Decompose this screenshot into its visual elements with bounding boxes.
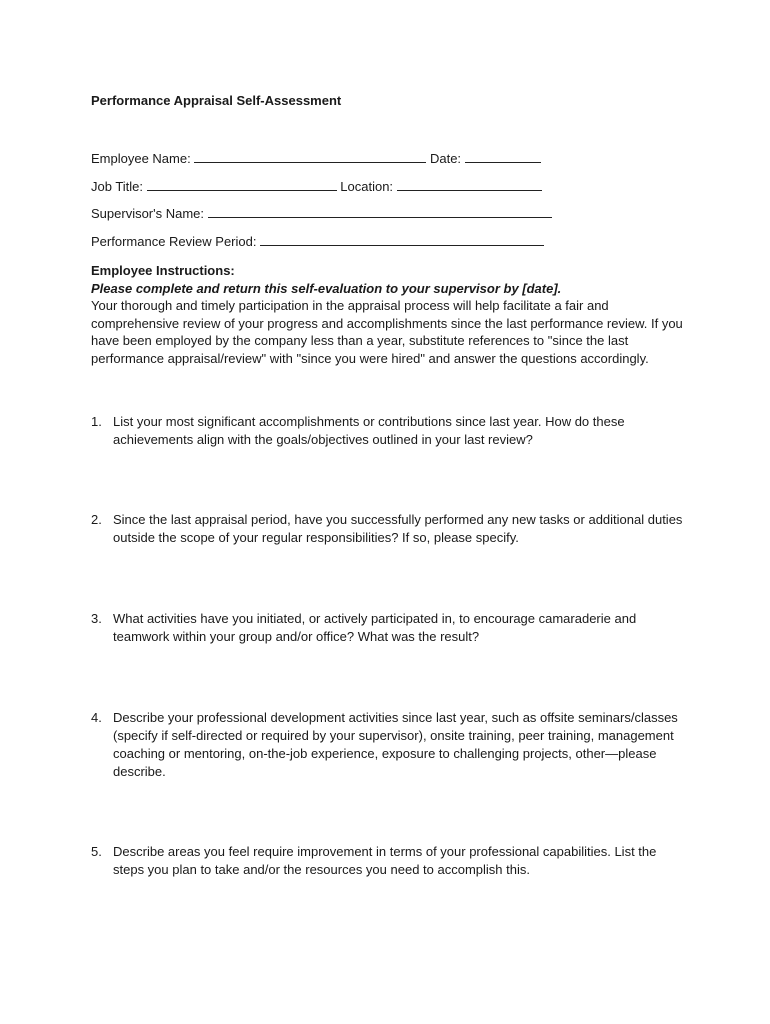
question-text: List your most significant accomplishments or contributions since last year. How do these achievements align with the goals/objectives outlined in your last review? (113, 414, 625, 447)
document-title: Performance Appraisal Self-Assessment (91, 93, 342, 108)
job-title-blank[interactable] (147, 178, 337, 191)
instructions-body: Your thorough and timely participation in the appraisal process will help facilitate a fair and comprehensive review of your progress and accomplishments since the last performance review. If you have been employed by the company less than a year, substitute references to "since the last performance appraisal/review" with "since you were hired" and answer the questions accordingly. (91, 298, 683, 366)
supervisor-name-row (91, 205, 552, 221)
review-period-row (91, 233, 544, 249)
supervisor-name-blank[interactable] (208, 205, 552, 218)
employee-name-blank[interactable] (194, 150, 426, 163)
question-text: Describe your professional development activities since last year, such as offsite seminars/classes (specify if self-directed or required by your supervisor), onsite training, peer training, management coaching or mentoring, on-the-job experience, exposure to challenging projects, other—please describe. (113, 710, 678, 779)
job-title-label: Job Title: (91, 179, 144, 194)
question-number: 1. (91, 414, 102, 429)
review-period-label: Performance Review Period: (91, 234, 257, 249)
question-number: 5. (91, 844, 102, 859)
supervisor-name-label: Supervisor's Name: (91, 206, 205, 221)
question-item (91, 511, 691, 547)
question-number: 4. (91, 710, 102, 725)
instructions-heading: Employee Instructions: (91, 263, 235, 278)
question-number: 3. (91, 611, 102, 626)
employee-name-row (91, 150, 541, 166)
review-period-blank[interactable] (260, 233, 544, 246)
question-text: What activities have you initiated, or actively participated in, to encourage camaraderie and teamwork within your group and/or office? What was the result? (113, 611, 637, 644)
question-text: Describe areas you feel require improvement in terms of your professional capabilities. List the steps you plan to take and/or the resources you need to accomplish this. (113, 844, 657, 877)
question-text: Since the last appraisal period, have you successfully performed any new tasks or additional duties outside the scope of your regular responsibilities? If so, please specify. (113, 512, 683, 545)
location-blank[interactable] (397, 178, 542, 191)
question-item (91, 413, 691, 449)
job-title-row (91, 178, 542, 194)
employee-name-label: Employee Name: (91, 151, 191, 166)
question-item (91, 843, 691, 879)
instructions-emphasis: Please complete and return this self-evaluation to your supervisor by [date]. (91, 280, 562, 296)
date-blank[interactable] (465, 150, 541, 163)
question-item (91, 709, 691, 781)
employee-instructions (91, 262, 691, 368)
question-number: 2. (91, 512, 102, 527)
date-label: Date: (429, 151, 462, 166)
question-item (91, 610, 691, 646)
location-label: Location: (340, 179, 394, 194)
